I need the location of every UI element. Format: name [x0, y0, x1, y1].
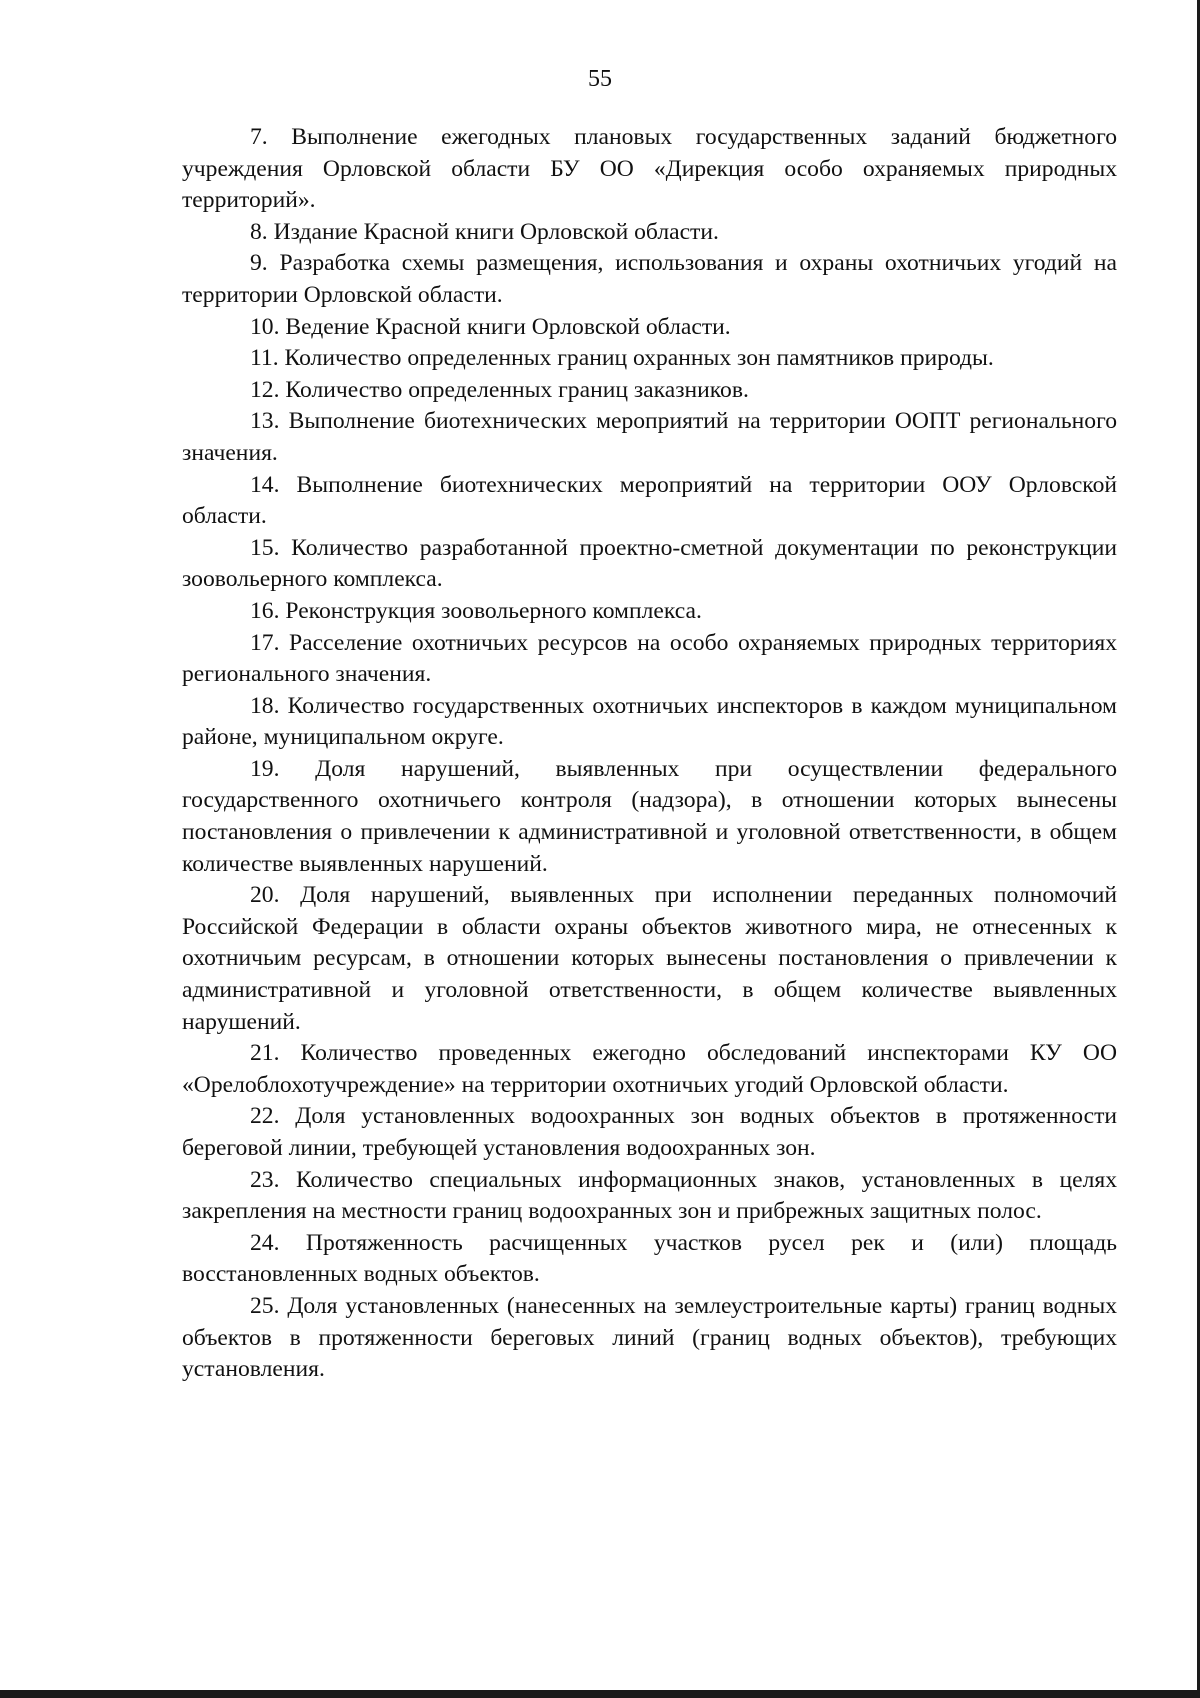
list-item: 11. Количество определенных границ охранных зон памятников природы.	[250, 345, 994, 372]
page-number: 55	[588, 66, 612, 92]
list-item: 25. Доля установленных (нанесенных на землеустроительные карты) границ водных объектов в протяженности береговых линий (границ водных объектов), требующих установления.	[182, 1292, 1117, 1383]
list-item: 22. Доля установленных водоохранных зон водных объектов в протяженности береговой линии, требующей установления водоохранных зон.	[182, 1103, 1117, 1161]
list-item: 13. Выполнение биотехнических мероприятий на территории ООПТ регионального значения.	[182, 408, 1117, 466]
document-body	[182, 122, 1117, 1386]
list-item: 21. Количество проведенных ежегодно обследований инспекторами КУ ОО «Орелоблохотучреждение» на территории охотничьих угодий Орловской области.	[182, 1040, 1117, 1098]
list-item: 17. Расселение охотничьих ресурсов на особо охраняемых природных территориях регионального значения.	[182, 629, 1117, 688]
list-item: 19. Доля нарушений, выявленных при осуществлении федерального государственного охотничьего контроля (надзора), в отношении которых вынесены постановления о привлечении к административной и уголовной ответственности, в общем количестве выявленных нарушений.	[182, 755, 1117, 877]
list-item: 9. Разработка схемы размещения, использования и охраны охотничьих угодий на территории Орловской области.	[182, 250, 1117, 308]
list-item: 7. Выполнение ежегодных плановых государственных заданий бюджетного учреждения Орловской области БУ ОО «Дирекция особо охраняемых природных территорий».	[182, 124, 1117, 214]
scan-edge-bottom	[0, 1690, 1200, 1698]
list-item: 18. Количество государственных охотничьих инспекторов в каждом муниципальном районе, муниципальном округе.	[182, 692, 1117, 751]
list-item: 24. Протяженность расчищенных участков русел рек и (или) площадь восстановленных водных объектов.	[182, 1229, 1117, 1288]
list-item: 20. Доля нарушений, выявленных при исполнении переданных полномочий Российской Федерации в области охраны объектов животного мира, не отнесенных к охотничьим ресурсам, в отношении которых вынесены постановления о привлечении к административной и уголовной ответственности, в общем количестве выявленных нарушений.	[182, 882, 1117, 1035]
list-item: 23. Количество специальных информационных знаков, установленных в целях закрепления на местности границ водоохранных зон и прибрежных защитных полос.	[182, 1166, 1117, 1225]
list-item: 15. Количество разработанной проектно-сметной документации по реконструкции зоовольерного комплекса.	[182, 534, 1117, 593]
list-item: 8. Издание Красной книги Орловской области.	[250, 218, 719, 245]
list-item: 14. Выполнение биотехнических мероприятий на территории ООУ Орловской области.	[182, 471, 1117, 530]
list-item: 16. Реконструкция зоовольерного комплекса.	[250, 597, 702, 624]
list-item: 10. Ведение Красной книги Орловской области.	[250, 313, 731, 340]
list-item: 12. Количество определенных границ заказников.	[250, 376, 749, 403]
